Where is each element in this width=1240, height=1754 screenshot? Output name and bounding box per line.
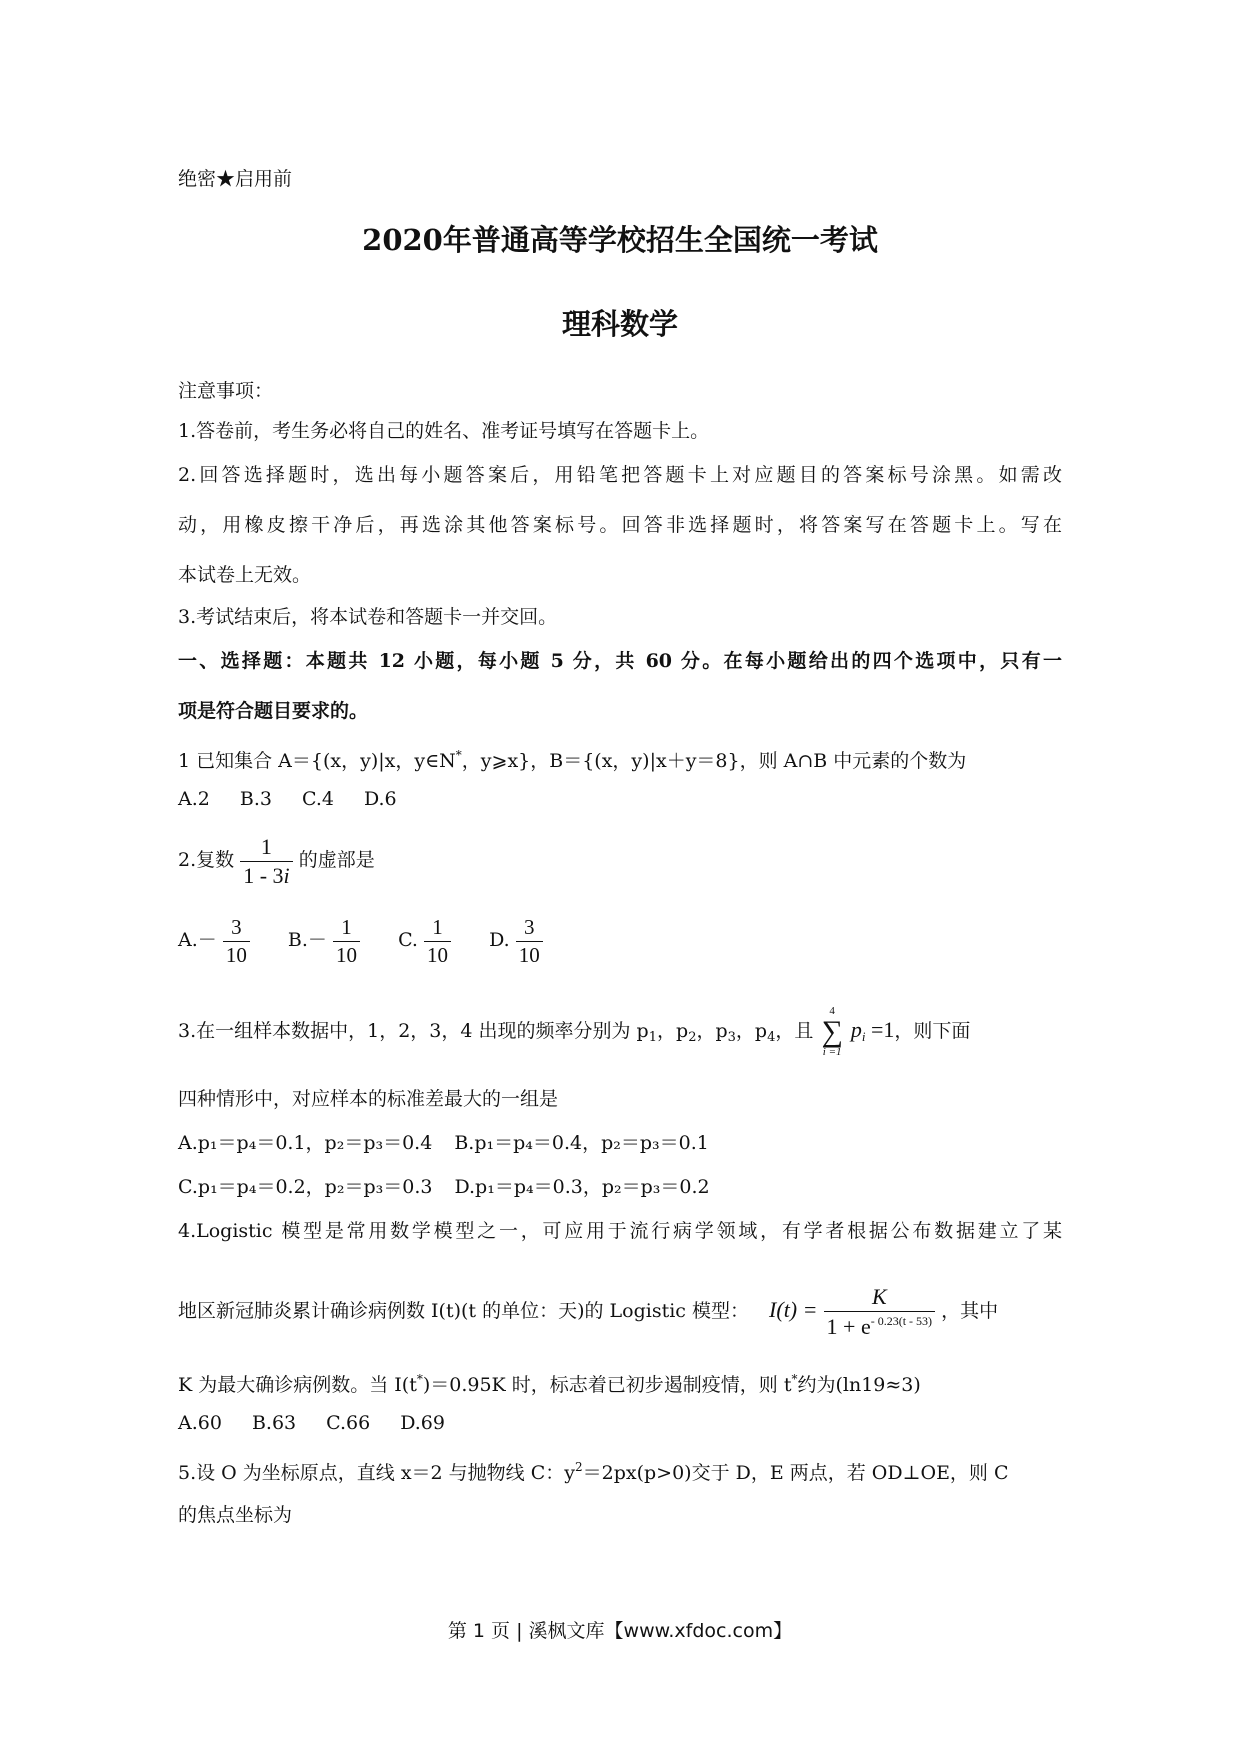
q1-option-c: C.4	[301, 788, 334, 810]
q2-option-d-den: 10	[518, 942, 540, 967]
question-1-stem	[178, 742, 966, 774]
q2-option-c-label: C.	[398, 929, 418, 951]
page-footer: 第 1 页 | 溪枫文库【www.xfdoc.com】	[447, 1620, 793, 1642]
q4-line-3-part-c: 约为(ln19≈3)	[797, 1374, 921, 1396]
q4-formula-exponent: - 0.23(t - 53)	[870, 1314, 933, 1328]
question-4-options	[178, 1410, 475, 1436]
q2-den-text: 1 - 3	[243, 862, 284, 888]
q2-option-a-fraction	[223, 914, 250, 967]
section-heading-line-1: 一、选择题：本题共 12 小题，每小题 5 分，共 60 分。在每小题给出的四个选项中，只有一	[178, 650, 1062, 672]
q1-option-d: D.6	[363, 788, 397, 810]
q2-option-d-label: D.	[489, 929, 510, 951]
q5-line-1-part-a: 5.设 O 为坐标原点，直线 x＝2 与抛物线 C：y	[178, 1462, 575, 1484]
q4-line-2-part-b: ，其中	[941, 1300, 999, 1322]
notice-item-2-line-2: 动，用橡皮擦干净后，再选涂其他答案标号。回答非选择题时，将答案写在答题卡上。写在	[178, 514, 1062, 536]
q1-stem-sup: *	[455, 748, 462, 762]
q3-sum-p-sub: i	[861, 1029, 866, 1044]
q4-line-2-part-a: 地区新冠肺炎累计确诊病例数 I(t)(t 的单位：天)的 Logistic 模型：	[178, 1300, 749, 1322]
notice-item-1: 1.答卷前，考生务必将自己的姓名、准考证号填写在答题卡上。	[178, 420, 710, 442]
question-4-line-3	[178, 1366, 921, 1398]
q3-option-c: C.p₁＝p₄＝0.2，p₂＝p₃＝0.3	[178, 1176, 433, 1198]
q2-option-c-den: 10	[427, 942, 449, 967]
q4-formula-numerator: K	[824, 1286, 936, 1312]
q2-option-a-den: 10	[225, 942, 247, 967]
q2-fraction-denominator	[240, 862, 292, 887]
q3-sum-eq: =1	[865, 1017, 895, 1042]
q4-line-3-part-a: K 为最大确诊病例数。当 I(t	[178, 1374, 417, 1396]
notice-heading: 注意事项：	[178, 380, 274, 402]
q1-stem-part-b: ，y⩾x}，B＝{(x，y)|x＋y＝8}，则 A∩B 中元素的个数为	[461, 750, 967, 772]
q2-stem-part-b: 的虚部是	[298, 849, 375, 871]
question-3-stem-line-1: 3.在一组样本数据中，1，2，3，4 出现的频率分别为 $p_1$，$p_2$，$p_3$，$p_4$，且 4 ∑ i =1 $p_i =1$，则下面	[178, 1005, 971, 1058]
q1-option-a: A.2	[178, 788, 210, 810]
q3-sum-sigma: ∑	[821, 1015, 843, 1048]
q2-fraction	[240, 833, 292, 888]
q3-option-a: A.p₁＝p₄＝0.1，p₂＝p₃＝0.4	[178, 1132, 433, 1154]
question-4-line-1: 4.Logistic 模型是常用数学模型之一，可应用于流行病学领域，有学者根据公布数据建立了某	[178, 1220, 1062, 1242]
q5-line-1-sup: 2	[574, 1460, 583, 1474]
question-3-stem-line-2: 四种情形中，对应样本的标准差最大的一组是	[178, 1088, 559, 1110]
question-3-options-row-1	[178, 1130, 709, 1156]
q1-option-b: B.3	[239, 788, 272, 810]
notice-item-2-line-1: 2.回答选择题时，选出每小题答案后，用铅笔把答题卡上对应题目的答案标号涂黑。如需改	[178, 464, 1062, 486]
q4-line-3-part-b: )＝0.95K 时，标志着已初步遏制疫情，则 t	[422, 1374, 792, 1396]
question-2-options	[178, 912, 543, 968]
notice-item-2-line-3: 本试卷上无效。	[178, 564, 312, 586]
q2-option-b-den: 10	[335, 942, 357, 967]
q4-option-d: D.69	[400, 1412, 445, 1434]
confidential-label: 绝密★启用前	[178, 168, 293, 190]
q3-sum-lower: i =1	[822, 1046, 842, 1058]
q3-stem-part-a: 3.在一组样本数据中，1，2，3，4 出现的频率分别为 p	[178, 1020, 649, 1042]
question-5-line-1	[178, 1454, 1009, 1486]
q4-formula-den-base: 1 + e	[826, 1314, 871, 1339]
section-heading-line-2: 项是符合题目要求的。	[178, 700, 369, 722]
exam-subtitle: 理科数学	[561, 307, 678, 341]
q5-line-1-part-b: ＝2px(p>0)交于 D，E 两点，若 OD⊥OE，则 C	[582, 1462, 1009, 1484]
q2-option-b-num: 1	[333, 917, 360, 942]
q3-option-d: D.p₁＝p₄＝0.3，p₂＝p₃＝0.2	[454, 1176, 710, 1198]
q4-option-b: B.63	[251, 1412, 297, 1434]
q2-option-b-label: B.－	[287, 929, 327, 951]
q4-line-3-sup-1: *	[416, 1372, 423, 1386]
q2-option-a-label: A.－	[178, 929, 217, 951]
q4-formula-lhs: I(t) =	[769, 1297, 818, 1322]
question-5-line-2: 的焦点坐标为	[178, 1504, 293, 1526]
question-3-options-row-2	[178, 1174, 710, 1200]
q3-stem-end: ，则下面	[894, 1020, 971, 1042]
q2-option-d-num: 3	[516, 917, 543, 942]
question-4-line-2	[178, 1280, 998, 1341]
q4-option-c: C.66	[326, 1412, 371, 1434]
q4-formula-fraction	[824, 1286, 936, 1338]
q3-sum-p: p	[850, 1017, 862, 1042]
question-2-stem	[178, 832, 375, 888]
q4-line-3-sup-2: *	[791, 1372, 798, 1386]
q3-option-b: B.p₁＝p₄＝0.4，p₂＝p₃＝0.1	[454, 1132, 709, 1154]
q2-den-i: i	[283, 862, 290, 888]
exam-title: 2020年普通高等学校招生全国统一考试	[362, 223, 878, 257]
q3-sum-expression	[851, 1017, 895, 1042]
q4-formula-denominator	[824, 1312, 936, 1338]
q2-option-c-num: 1	[424, 917, 451, 942]
q1-stem-part-a: 1 已知集合 A＝{(x，y)|x，y∈N	[178, 750, 456, 772]
q2-option-b-fraction	[333, 914, 360, 967]
q2-option-c-fraction	[424, 914, 451, 967]
q2-stem-part-a: 2.复数	[178, 849, 235, 871]
q3-stem-mid: ，且	[775, 1020, 814, 1042]
notice-item-3: 3.考试结束后，将本试卷和答题卡一并交回。	[178, 606, 558, 628]
q2-option-a-num: 3	[223, 917, 250, 942]
q2-option-d-fraction	[516, 914, 543, 967]
q4-option-a: A.60	[178, 1412, 222, 1434]
q2-fraction-numerator: 1	[240, 836, 292, 862]
q3-sum-upper: 4	[829, 1005, 835, 1017]
question-1-options	[178, 786, 427, 812]
q3-summation	[821, 1006, 842, 1058]
